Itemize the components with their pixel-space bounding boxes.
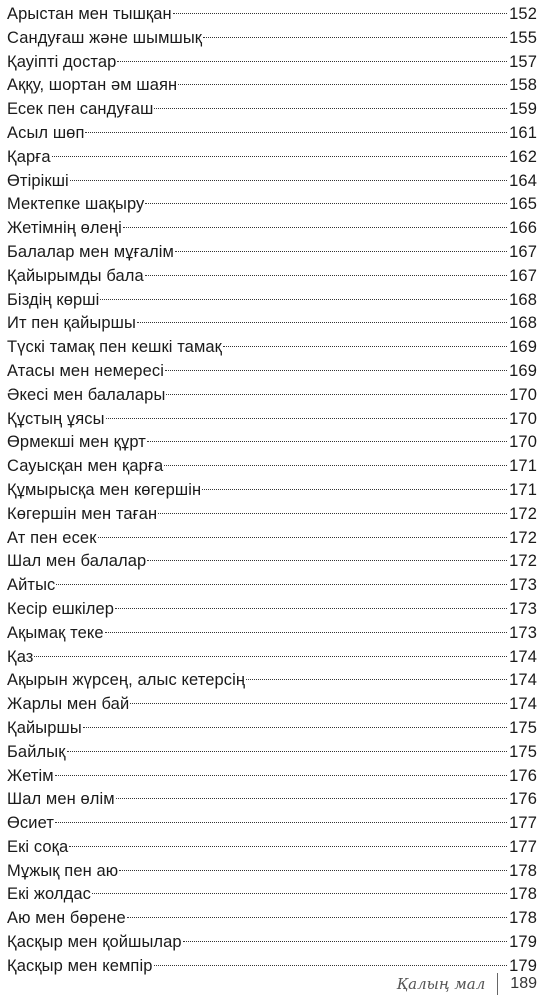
dot-leader <box>92 893 507 894</box>
dot-leader <box>55 775 507 776</box>
dot-leader <box>147 441 507 442</box>
toc-entry-title: Асыл шөп <box>7 123 85 142</box>
toc-entry-page: 162 <box>509 147 537 166</box>
dot-leader <box>52 156 507 157</box>
toc-entry-title: Сандуғаш және шымшық <box>7 28 203 47</box>
toc-entry-title: Екі жолдас <box>7 885 92 904</box>
toc-entry-page: 175 <box>509 718 537 737</box>
dot-leader <box>203 37 507 38</box>
toc-entry-page: 169 <box>509 338 537 357</box>
toc-entry <box>7 146 537 170</box>
toc-entry-page: 157 <box>509 52 537 71</box>
toc-entry <box>7 122 537 146</box>
toc-entry <box>7 241 537 265</box>
toc-entry <box>7 3 537 27</box>
toc-entry-page: 168 <box>509 290 537 309</box>
dot-leader <box>67 751 508 752</box>
toc-entry-page: 173 <box>509 576 537 595</box>
toc-entry <box>7 622 537 646</box>
dot-leader <box>154 108 507 109</box>
dot-leader <box>158 513 507 514</box>
toc-entry <box>7 741 537 765</box>
toc-entry-page: 171 <box>509 480 537 499</box>
toc-entry <box>7 289 537 313</box>
toc-entry-page: 173 <box>509 623 537 642</box>
toc-entry-page: 174 <box>509 695 537 714</box>
toc-entry-page: 178 <box>509 861 537 880</box>
toc-entry <box>7 336 537 360</box>
toc-entry-title: Арыстан мен тышқан <box>7 5 172 23</box>
toc-entry-page: 179 <box>509 933 537 952</box>
toc-entry-page: 164 <box>509 171 537 190</box>
toc-entry-page: 172 <box>509 528 537 547</box>
toc-entry <box>7 265 537 289</box>
toc-entry-title: Аю мен бөрене <box>7 909 126 928</box>
toc-entry <box>7 931 537 955</box>
toc-entry <box>7 431 537 455</box>
toc-entry-title: Құстың ұясы <box>7 409 105 428</box>
toc-entry-title: Сауысқан мен қарға <box>7 457 164 476</box>
toc-entry-page: 178 <box>509 909 537 928</box>
dot-leader <box>145 275 507 276</box>
toc-entry-page: 167 <box>509 242 537 261</box>
toc-entry-title: Мұжық пен аю <box>7 861 119 880</box>
toc-entry-title: Өрмекші мен құрт <box>7 433 146 452</box>
toc-entry-page: 171 <box>509 457 537 476</box>
toc-entry-page: 179 <box>509 956 537 975</box>
dot-leader <box>70 180 507 181</box>
toc-entry <box>7 765 537 789</box>
toc-entry-page: 158 <box>509 76 537 95</box>
toc-entry-title: Қайырымды бала <box>7 266 144 285</box>
footer-divider <box>497 973 498 995</box>
toc-entry <box>7 384 537 408</box>
toc-entry-page: 177 <box>509 814 537 833</box>
dot-leader <box>173 13 507 14</box>
toc-entry <box>7 312 537 336</box>
toc-entry <box>7 503 537 527</box>
toc-entry <box>7 717 537 741</box>
toc-entry <box>7 98 537 122</box>
dot-leader <box>166 394 507 395</box>
dot-leader <box>98 537 508 538</box>
dot-leader <box>183 941 507 942</box>
dot-leader <box>202 489 507 490</box>
toc-entry <box>7 646 537 670</box>
dot-leader <box>119 870 507 871</box>
toc-entry-page: 152 <box>509 5 537 23</box>
toc-entry-page: 165 <box>509 195 537 214</box>
toc-entry-page: 176 <box>509 766 537 785</box>
toc-entry <box>7 74 537 98</box>
toc-entry-title: Біздің көрші <box>7 290 100 309</box>
table-of-contents <box>7 3 537 979</box>
toc-entry-title: Кесір ешкілер <box>7 599 115 618</box>
dot-leader <box>223 346 507 347</box>
toc-entry-title: Байлық <box>7 742 66 761</box>
toc-entry-page: 169 <box>509 361 537 380</box>
toc-entry-title: Құмырысқа мен көгершін <box>7 480 202 499</box>
toc-entry-page: 173 <box>509 599 537 618</box>
dot-leader <box>100 299 507 300</box>
dot-leader <box>147 560 507 561</box>
toc-entry-title: Мектепке шақыру <box>7 195 145 214</box>
dot-leader <box>164 465 507 466</box>
toc-entry-page: 166 <box>509 219 537 238</box>
toc-entry <box>7 598 537 622</box>
page-footer <box>397 972 537 996</box>
toc-entry-title: Қасқыр мен қойшылар <box>7 933 182 952</box>
toc-entry-page: 161 <box>509 123 537 142</box>
toc-entry-title: Атасы мен немересі <box>7 361 164 380</box>
toc-entry-title: Шал мен балалар <box>7 552 147 571</box>
toc-entry-title: Жарлы мен бай <box>7 695 130 714</box>
toc-entry <box>7 527 537 551</box>
toc-entry-title: Өсиет <box>7 814 54 833</box>
toc-entry <box>7 574 537 598</box>
dot-leader <box>56 584 507 585</box>
dot-leader <box>117 61 507 62</box>
toc-entry-page: 167 <box>509 266 537 285</box>
dot-leader <box>69 846 507 847</box>
toc-entry-title: Есек пен сандуғаш <box>7 100 154 119</box>
toc-entry-page: 174 <box>509 671 537 690</box>
toc-entry-page: 168 <box>509 314 537 333</box>
toc-entry-page: 159 <box>509 100 537 119</box>
toc-entry-title: Ат пен есек <box>7 528 97 547</box>
toc-entry-title: Ақырын жүрсең, алыс кетерсің <box>7 671 246 690</box>
toc-entry-page: 174 <box>509 647 537 666</box>
toc-entry-page: 172 <box>509 552 537 571</box>
toc-entry-page: 170 <box>509 409 537 428</box>
toc-entry-page: 155 <box>509 28 537 47</box>
dot-leader <box>105 632 508 633</box>
dot-leader <box>137 322 507 323</box>
toc-entry-page: 172 <box>509 504 537 523</box>
toc-entry <box>7 408 537 432</box>
dot-leader <box>246 679 507 680</box>
toc-entry <box>7 788 537 812</box>
toc-entry <box>7 883 537 907</box>
dot-leader <box>175 251 507 252</box>
toc-entry-title: Жетімнің өлеңі <box>7 219 122 238</box>
dot-leader <box>115 608 507 609</box>
dot-leader <box>127 917 507 918</box>
dot-leader <box>34 656 507 657</box>
toc-entry-title: Өтірікші <box>7 171 69 190</box>
toc-entry-title: Жетім <box>7 766 54 785</box>
toc-entry <box>7 27 537 51</box>
running-title: Қалың мал <box>396 975 486 993</box>
toc-entry <box>7 360 537 384</box>
toc-entry-title: Қауіпті достар <box>7 52 117 71</box>
toc-entry <box>7 836 537 860</box>
toc-entry-page: 175 <box>509 742 537 761</box>
toc-entry <box>7 170 537 194</box>
dot-leader <box>116 798 507 799</box>
toc-entry-title: Қасқыр мен кемпір <box>7 956 153 975</box>
toc-entry-title: Қайыршы <box>7 718 82 737</box>
toc-entry-page: 170 <box>509 433 537 452</box>
toc-entry <box>7 455 537 479</box>
dot-leader <box>123 227 507 228</box>
toc-entry-title: Қарға <box>7 147 51 166</box>
toc-entry-title: Ит пен қайыршы <box>7 314 136 333</box>
toc-entry <box>7 812 537 836</box>
dot-leader <box>83 727 507 728</box>
toc-entry-page: 176 <box>509 790 537 809</box>
toc-entry <box>7 479 537 503</box>
toc-entry <box>7 907 537 931</box>
toc-entry <box>7 217 537 241</box>
toc-entry-title: Қаз <box>7 647 34 666</box>
dot-leader <box>154 965 508 966</box>
toc-entry <box>7 669 537 693</box>
toc-entry <box>7 550 537 574</box>
toc-entry-title: Екі соқа <box>7 837 69 856</box>
page-number: 189 <box>510 975 537 992</box>
toc-entry-page: 178 <box>509 885 537 904</box>
toc-entry-title: Шал мен өлім <box>7 790 115 809</box>
toc-entry-title: Аққу, шортан әм шаян <box>7 76 178 95</box>
toc-entry <box>7 860 537 884</box>
dot-leader <box>130 703 507 704</box>
toc-entry <box>7 693 537 717</box>
toc-entry-title: Балалар мен мұғалім <box>7 242 174 261</box>
dot-leader <box>165 370 507 371</box>
dot-leader <box>145 203 507 204</box>
toc-entry <box>7 193 537 217</box>
toc-entry-title: Түскі тамақ пен кешкі тамақ <box>7 338 223 357</box>
dot-leader <box>55 822 507 823</box>
toc-entry-page: 177 <box>509 837 537 856</box>
toc-entry <box>7 51 537 75</box>
dot-leader <box>85 132 507 133</box>
toc-entry-title: Айтыс <box>7 576 56 595</box>
toc-entry-page: 170 <box>509 385 537 404</box>
toc-entry-title: Көгершін мен таған <box>7 504 158 523</box>
toc-entry-title: Ақымақ теке <box>7 623 104 642</box>
dot-leader <box>178 84 507 85</box>
dot-leader <box>106 418 508 419</box>
toc-entry-title: Әкесі мен балалары <box>7 385 166 404</box>
